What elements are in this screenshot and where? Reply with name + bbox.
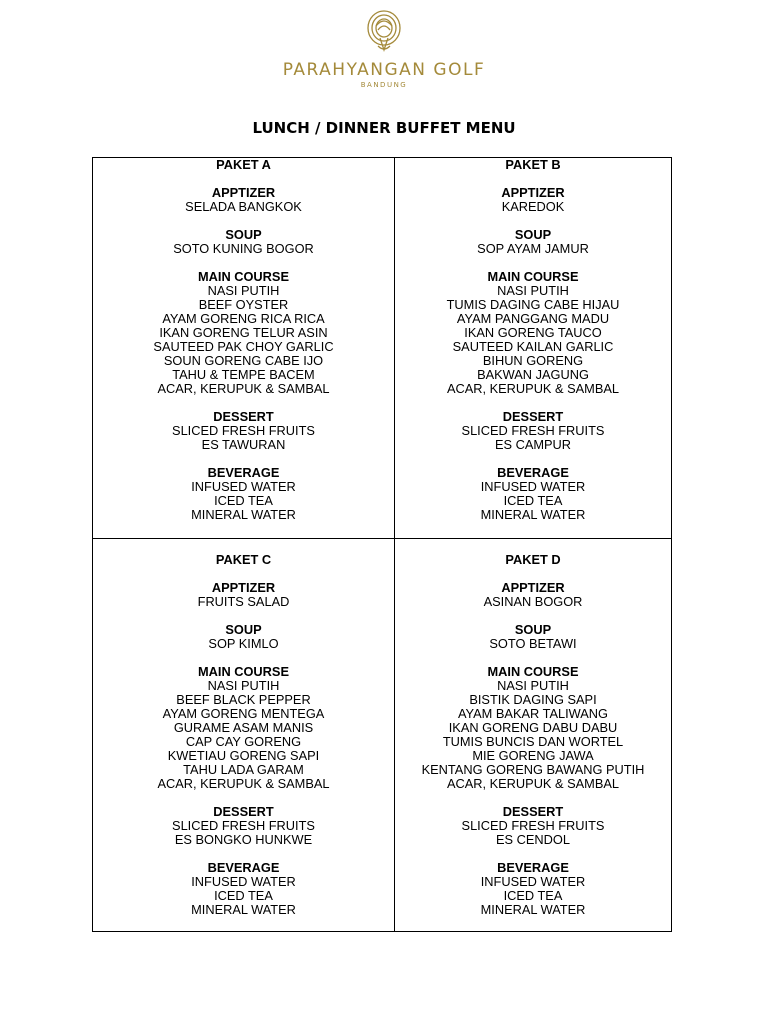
beverage-section — [395, 466, 671, 522]
menu-item: INFUSED WATER — [191, 874, 296, 889]
beverage-section — [93, 861, 394, 917]
menu-item: NASI PUTIH — [497, 678, 569, 693]
menu-item: ICED TEA — [214, 493, 273, 508]
menu-item: SAUTEED KAILAN GARLIC — [452, 339, 614, 354]
menu-item: NASI PUTIH — [207, 678, 280, 693]
beverage-section — [395, 861, 671, 917]
package-name: PAKET D — [505, 552, 561, 567]
section-title: BEVERAGE — [207, 465, 280, 480]
menu-item: MINERAL WATER — [191, 902, 296, 917]
section-title: SOUP — [514, 622, 552, 637]
soup-section — [93, 228, 394, 256]
menu-item: SOTO KUNING BOGOR — [173, 241, 314, 256]
dessert-section — [395, 410, 671, 452]
section-title: APPTIZER — [501, 185, 565, 200]
menu-item: AYAM BAKAR TALIWANG — [457, 706, 609, 721]
menu-item: ES BONGKO HUNKWE — [174, 832, 313, 847]
appetizer-section — [395, 581, 671, 609]
menu-item: KWETIAU GORENG SAPI — [167, 748, 320, 763]
menu-item: TUMIS DAGING CABE HIJAU — [446, 297, 620, 312]
section-title: MAIN COURSE — [197, 664, 289, 679]
menu-item: ICED TEA — [214, 888, 273, 903]
brand-logo — [0, 8, 768, 90]
main-course-section — [93, 270, 394, 396]
package-name: PAKET C — [215, 552, 272, 567]
dessert-section — [395, 805, 671, 847]
section-title: DESSERT — [502, 409, 564, 424]
menu-item: ES CENDOL — [496, 832, 570, 847]
package-c — [93, 539, 395, 931]
menu-item: IKAN GORENG TELUR ASIN — [159, 325, 328, 340]
menu-item: BEEF BLACK PEPPER — [176, 692, 311, 707]
menu-item: SLICED FRESH FRUITS — [172, 818, 315, 833]
main-course-section — [395, 665, 671, 791]
menu-item: SLICED FRESH FRUITS — [172, 423, 315, 438]
menu-item: MINERAL WATER — [480, 507, 586, 522]
menu-item: INFUSED WATER — [480, 479, 586, 494]
section-title: MAIN COURSE — [487, 664, 579, 679]
menu-item: ICED TEA — [503, 493, 563, 508]
section-title: SOUP — [514, 227, 552, 242]
menu-table — [92, 157, 672, 932]
menu-item: ES CAMPUR — [494, 437, 572, 452]
menu-item: MIE GORENG JAWA — [472, 748, 594, 763]
menu-item: ES TAWURAN — [201, 437, 286, 452]
menu-item: ASINAN BOGOR — [483, 594, 583, 609]
menu-item: AYAM GORENG MENTEGA — [162, 706, 325, 721]
menu-item: TUMIS BUNCIS DAN WORTEL — [442, 734, 624, 749]
menu-item: SLICED FRESH FRUITS — [461, 818, 605, 833]
menu-item: SLICED FRESH FRUITS — [461, 423, 605, 438]
section-title: BEVERAGE — [497, 465, 569, 480]
soup-section — [395, 623, 671, 651]
dessert-section — [93, 805, 394, 847]
menu-item: BEEF OYSTER — [198, 297, 289, 312]
soup-section — [93, 623, 394, 651]
section-title: DESSERT — [213, 409, 274, 424]
brand-name: PARAHYANGAN GOLF — [282, 60, 486, 80]
menu-item: ACAR, KERUPUK & SAMBAL — [446, 381, 620, 396]
menu-item: TAHU LADA GARAM — [183, 762, 304, 777]
menu-title: LUNCH / DINNER BUFFET MENU — [252, 119, 516, 137]
menu-item: INFUSED WATER — [480, 874, 586, 889]
menu-item: MINERAL WATER — [191, 507, 296, 522]
menu-item: AYAM PANGGANG MADU — [456, 311, 610, 326]
package-name: PAKET A — [216, 157, 271, 172]
menu-item: SAUTEED PAK CHOY GARLIC — [153, 339, 334, 354]
menu-item: MINERAL WATER — [480, 902, 586, 917]
menu-item: FRUITS SALAD — [197, 594, 290, 609]
section-title: MAIN COURSE — [197, 269, 289, 284]
section-title: APPTIZER — [211, 580, 276, 595]
menu-item: IKAN GORENG DABU DABU — [448, 720, 618, 735]
menu-item: BAKWAN JAGUNG — [477, 367, 589, 382]
section-title: BEVERAGE — [207, 860, 280, 875]
menu-item: BISTIK DAGING SAPI — [469, 692, 597, 707]
menu-item: KAREDOK — [501, 199, 565, 214]
brand-location: BANDUNG — [360, 81, 408, 89]
package-d — [395, 539, 671, 931]
soup-section — [395, 228, 671, 256]
beverage-section — [93, 466, 394, 522]
menu-item: SOP AYAM JAMUR — [477, 241, 589, 256]
section-title: SOUP — [225, 227, 262, 242]
menu-item: ACAR, KERUPUK & SAMBAL — [157, 381, 330, 396]
menu-item: GURAME ASAM MANIS — [173, 720, 314, 735]
main-course-section — [395, 270, 671, 396]
appetizer-section — [395, 186, 671, 214]
menu-item: IKAN GORENG TAUCO — [464, 325, 602, 340]
menu-item: NASI PUTIH — [497, 283, 569, 298]
section-title: BEVERAGE — [497, 860, 569, 875]
menu-item: SOTO BETAWI — [489, 636, 577, 651]
menu-item: ACAR, KERUPUK & SAMBAL — [446, 776, 620, 791]
appetizer-section — [93, 186, 394, 214]
menu-item: CAP CAY GORENG — [185, 734, 302, 749]
package-a — [93, 158, 395, 539]
shell-emblem-icon — [362, 8, 406, 56]
menu-item: ACAR, KERUPUK & SAMBAL — [157, 776, 330, 791]
package-b — [395, 158, 671, 539]
section-title: SOUP — [225, 622, 262, 637]
section-title: APPTIZER — [501, 580, 565, 595]
menu-item: AYAM GORENG RICA RICA — [162, 311, 325, 326]
menu-item: TAHU & TEMPE BACEM — [172, 367, 315, 382]
menu-item: INFUSED WATER — [191, 479, 296, 494]
menu-item: BIHUN GORENG — [482, 353, 584, 368]
main-course-section — [93, 665, 394, 791]
menu-item: SOP KIMLO — [208, 636, 279, 651]
dessert-section — [93, 410, 394, 452]
menu-item: NASI PUTIH — [207, 283, 280, 298]
menu-item: SELADA BANGKOK — [185, 199, 302, 214]
section-title: DESSERT — [213, 804, 274, 819]
section-title: DESSERT — [502, 804, 564, 819]
section-title: MAIN COURSE — [487, 269, 579, 284]
menu-item: ICED TEA — [503, 888, 563, 903]
section-title: APPTIZER — [211, 185, 276, 200]
menu-item: SOUN GORENG CABE IJO — [163, 353, 324, 368]
package-name: PAKET B — [505, 157, 561, 172]
menu-item: KENTANG GORENG BAWANG PUTIH — [421, 762, 645, 777]
appetizer-section — [93, 581, 394, 609]
